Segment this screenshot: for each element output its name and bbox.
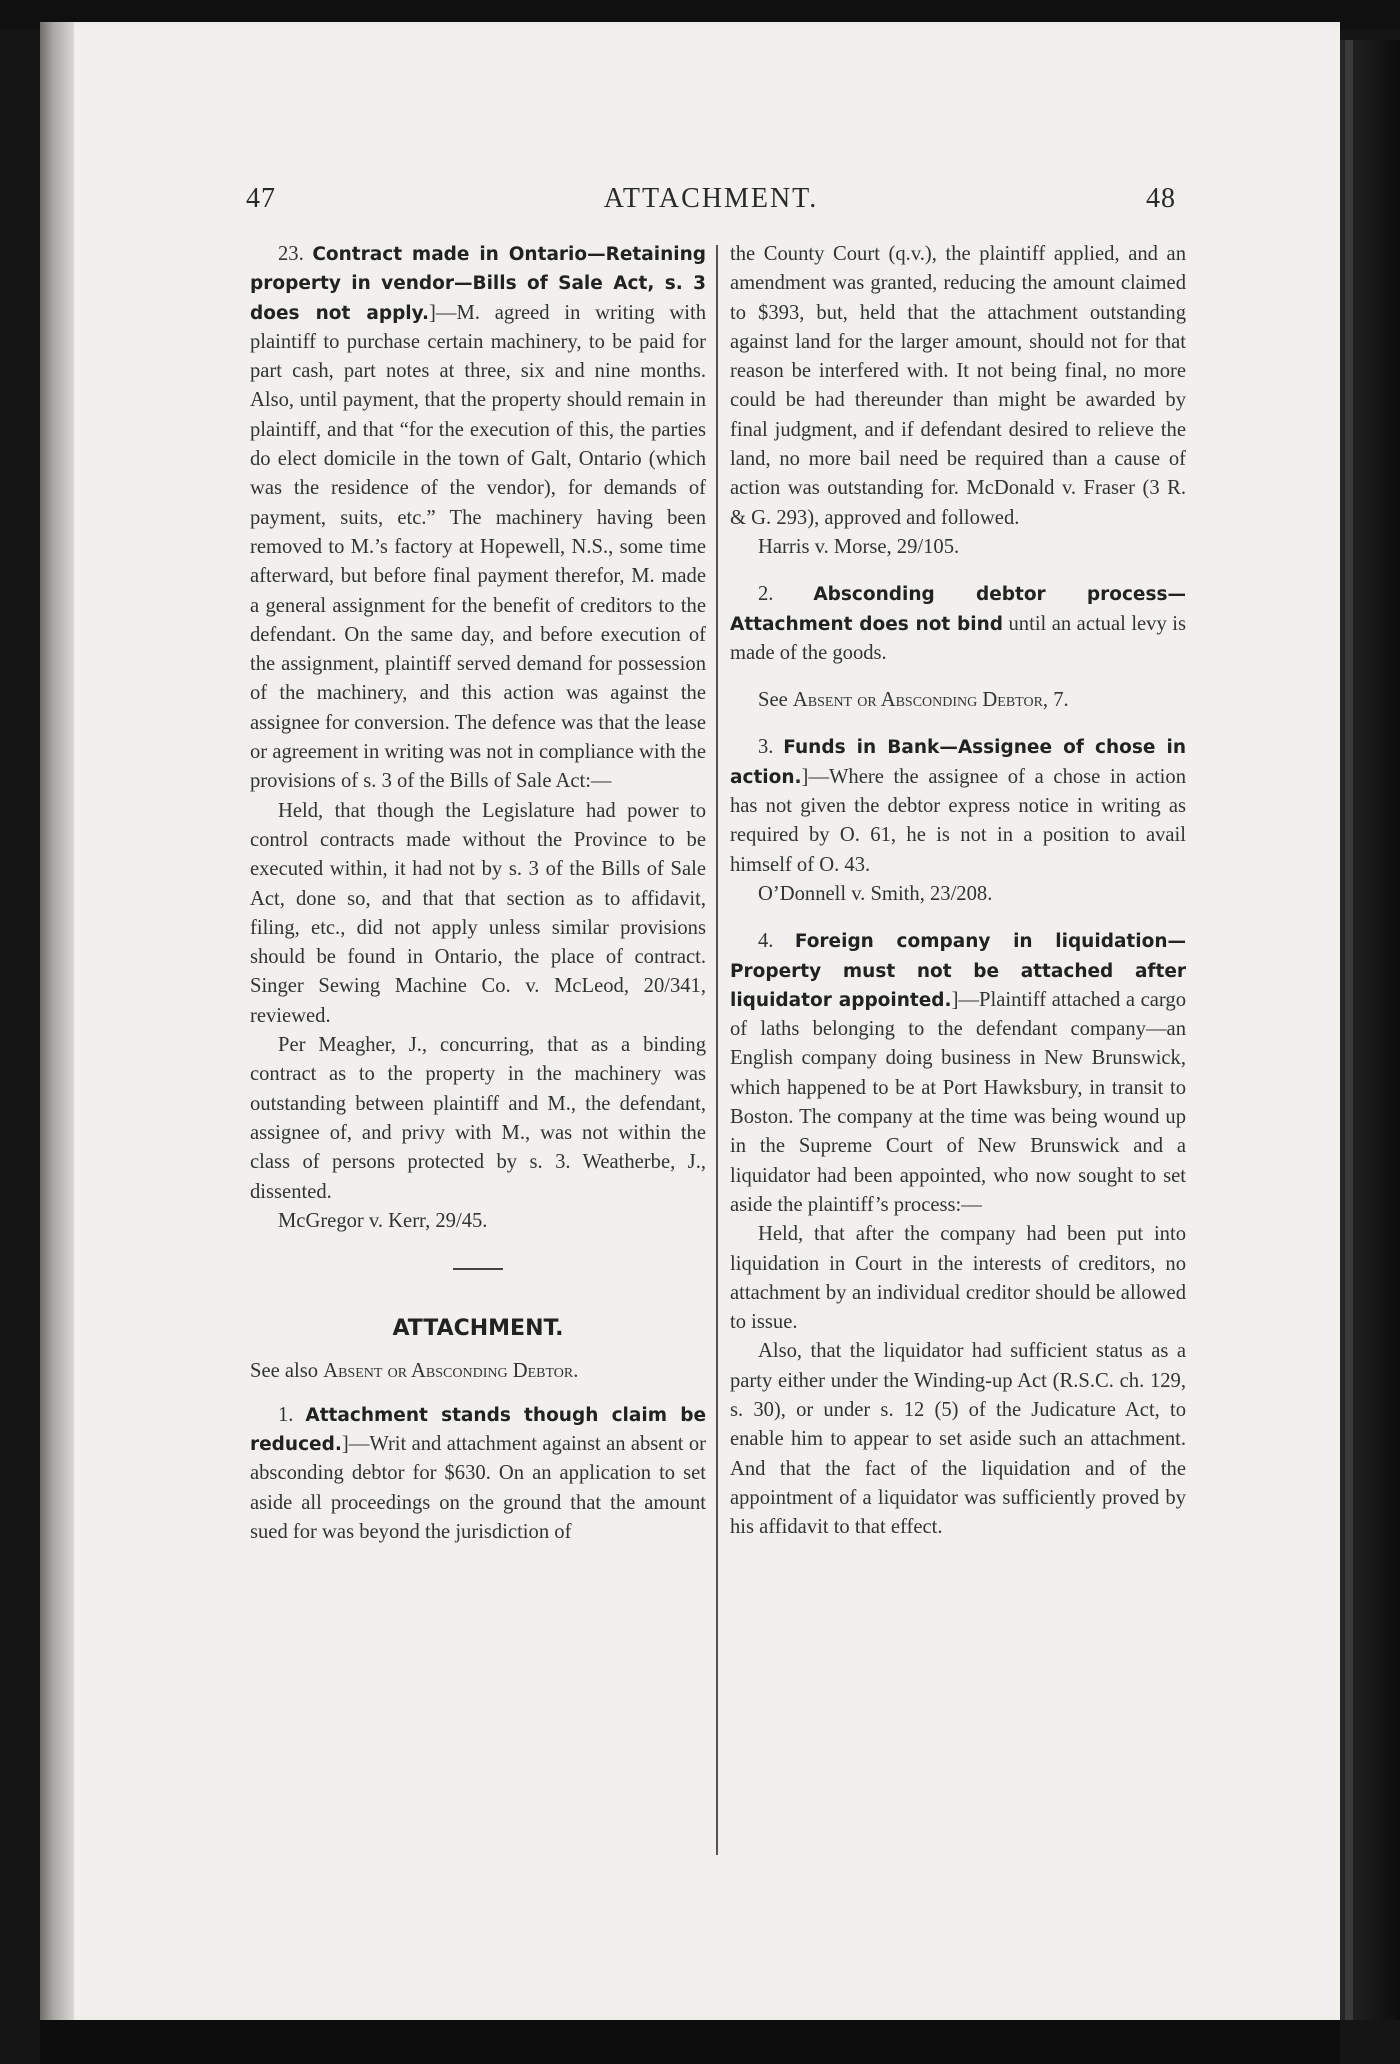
entry-3	[730, 733, 1186, 879]
left-column	[250, 240, 706, 1547]
section-title: ATTACHMENT.	[392, 1316, 564, 1342]
book-spine-shadow	[40, 22, 74, 2022]
column-divider	[716, 245, 718, 1855]
entry-number: 1.	[278, 1403, 294, 1426]
see-also-line: See also Absent or Absconding Debtor.	[250, 1360, 579, 1383]
cross-reference: Absent or Absconding Debtor.	[323, 1360, 579, 1383]
entry-4-held: Held, that after the company had been put into liquidation in Court in the interests of creditors, no attachment by an individual creditor should be allowed to issue.	[730, 1223, 1186, 1334]
page-edge-strip	[1345, 40, 1353, 2020]
entry-23-citation: McGregor v. Kerr, 29/45.	[278, 1209, 488, 1232]
page-header	[246, 183, 1176, 223]
entry-heading: Funds in Bank—Assignee of chose in action.	[730, 737, 1186, 788]
entry-number: 4.	[758, 930, 774, 953]
page-number-right: 48	[1146, 183, 1176, 214]
entry-heading: Attachment stands though claim be reduced.	[250, 1404, 706, 1455]
entry-heading: Foreign company in liquidation—Property must not be attached after liquidator appointed.	[730, 931, 1186, 1011]
entry-2-see: See Absent or Absconding Debtor, 7.	[758, 689, 1069, 712]
entry-3-citation: O’Donnell v. Smith, 23/208.	[758, 882, 993, 905]
right-column	[730, 240, 1186, 1542]
entry-23-per: Per Meagher, J., concurring, that as a binding contract as to the property in the machinery was outstanding between plaintiff and M., the defendant, assignee of, and privy with M., was not within the class of persons protected by s. 3. Weatherbe, J., dissented.	[250, 1034, 706, 1203]
entry-23-held: Held, that though the Legislature had power to control contracts made without the Province to be executed within, it had not by s. 3 of the Bills of Sale Act, done so, and that that section as to affidavit, filing, etc., did not apply unless similar provisions should be found in Ontario, the place of contract. Singer Sewing Machine Co. v. McLeod, 20/341, reviewed.	[250, 799, 706, 1027]
entry-4-also: Also, that the liquidator had sufficient status as a party either under the Winding-up Act (R.S.C. ch. 129, s. 30), or under s. 12 (5) of the Judicature Act, to enable him to appear to set aside such an attachment. And that the fact of the liquidation and of the appointment of a liquidator was sufficiently proved by his affidavit to that effect.	[730, 1340, 1186, 1539]
entry-body: until an actual levy is made of the goods.	[730, 612, 1186, 664]
entry-number: 23.	[278, 243, 304, 265]
cross-reference: Absent or Absconding Debtor, 7.	[792, 689, 1069, 712]
page-number-left: 47	[246, 183, 276, 214]
entry-body: ]—M. agreed in writing with plaintiff to purchase certain machinery, to be paid for part cash, part notes at three, six and nine months. Also, until payment, that the property should remain in plaintiff, and that “for the execution of this, the parties do elect domicile in the town of Galt, Ontario (which was the residence of the vendor), for demands of payment, suits, etc.” The machinery having been removed to M.’s factory at Hopewell, N.S., some time afterward, but before final payment therefor, M. made a general assignment for the benefit of creditors to the defendant. On the same day, and before execution of the assignment, plaintiff served demand for possession of the machinery, and this action was against the assignee for conversion. The defence was that the lease or agreement in writing was not in compliance with the provisions of s. 3 of the Bills of Sale Act:—	[250, 301, 706, 793]
running-head: ATTACHMENT.	[603, 183, 819, 214]
entry-1	[250, 1401, 706, 1547]
entry-1-citation: Harris v. Morse, 29/105.	[758, 535, 960, 558]
entry-4	[730, 927, 1186, 1220]
section-divider	[453, 1268, 503, 1270]
entry-2	[730, 580, 1186, 668]
entry-body: ]—Writ and attachment against an absent or absconding debtor for $630. On an application to set aside all proceedings on the ground that the amount sued for was beyond the jurisdiction of	[250, 1432, 706, 1543]
entry-body: ]—Where the assignee of a chose in action has not given the debtor express notice in writing as required by O. 61, he is not in a position to avail himself of O. 43.	[730, 765, 1186, 876]
entry-1-continued: the County Court (q.v.), the plaintiff applied, and an amendment was granted, reducing the amount claimed to $393, but, held that the attachment outstanding against land for the larger amount, should not for that reason be interfered with. It not being final, no more could be had thereunder than might be awarded by final judgment, and if defendant desired to relieve the land, no more bail need be required than a cause of action was outstanding for. McDonald v. Fraser (3 R. & G. 293), approved and followed.	[730, 243, 1186, 529]
entry-number: 2.	[758, 583, 774, 606]
entry-heading: Contract made in Ontario—Retaining property in vendor—Bills of Sale Act, s. 3 does not apply.	[250, 244, 706, 324]
entry-23	[250, 240, 706, 797]
entry-body: ]—Plaintiff attached a cargo of laths belonging to the defendant company—an English company doing business in New Brunswick, which happened to be at Port Hawksbury, in transit to Boston. The company at the time was being wound up in the Supreme Court of New Brunswick and a liquidator had been appointed, who now sought to set aside the plaintiff’s process:—	[730, 988, 1186, 1216]
entry-number: 3.	[758, 736, 774, 759]
scan-bottom-border	[40, 2020, 1340, 2064]
entry-heading: Absconding debtor process—Attachment does not bind	[730, 584, 1186, 635]
